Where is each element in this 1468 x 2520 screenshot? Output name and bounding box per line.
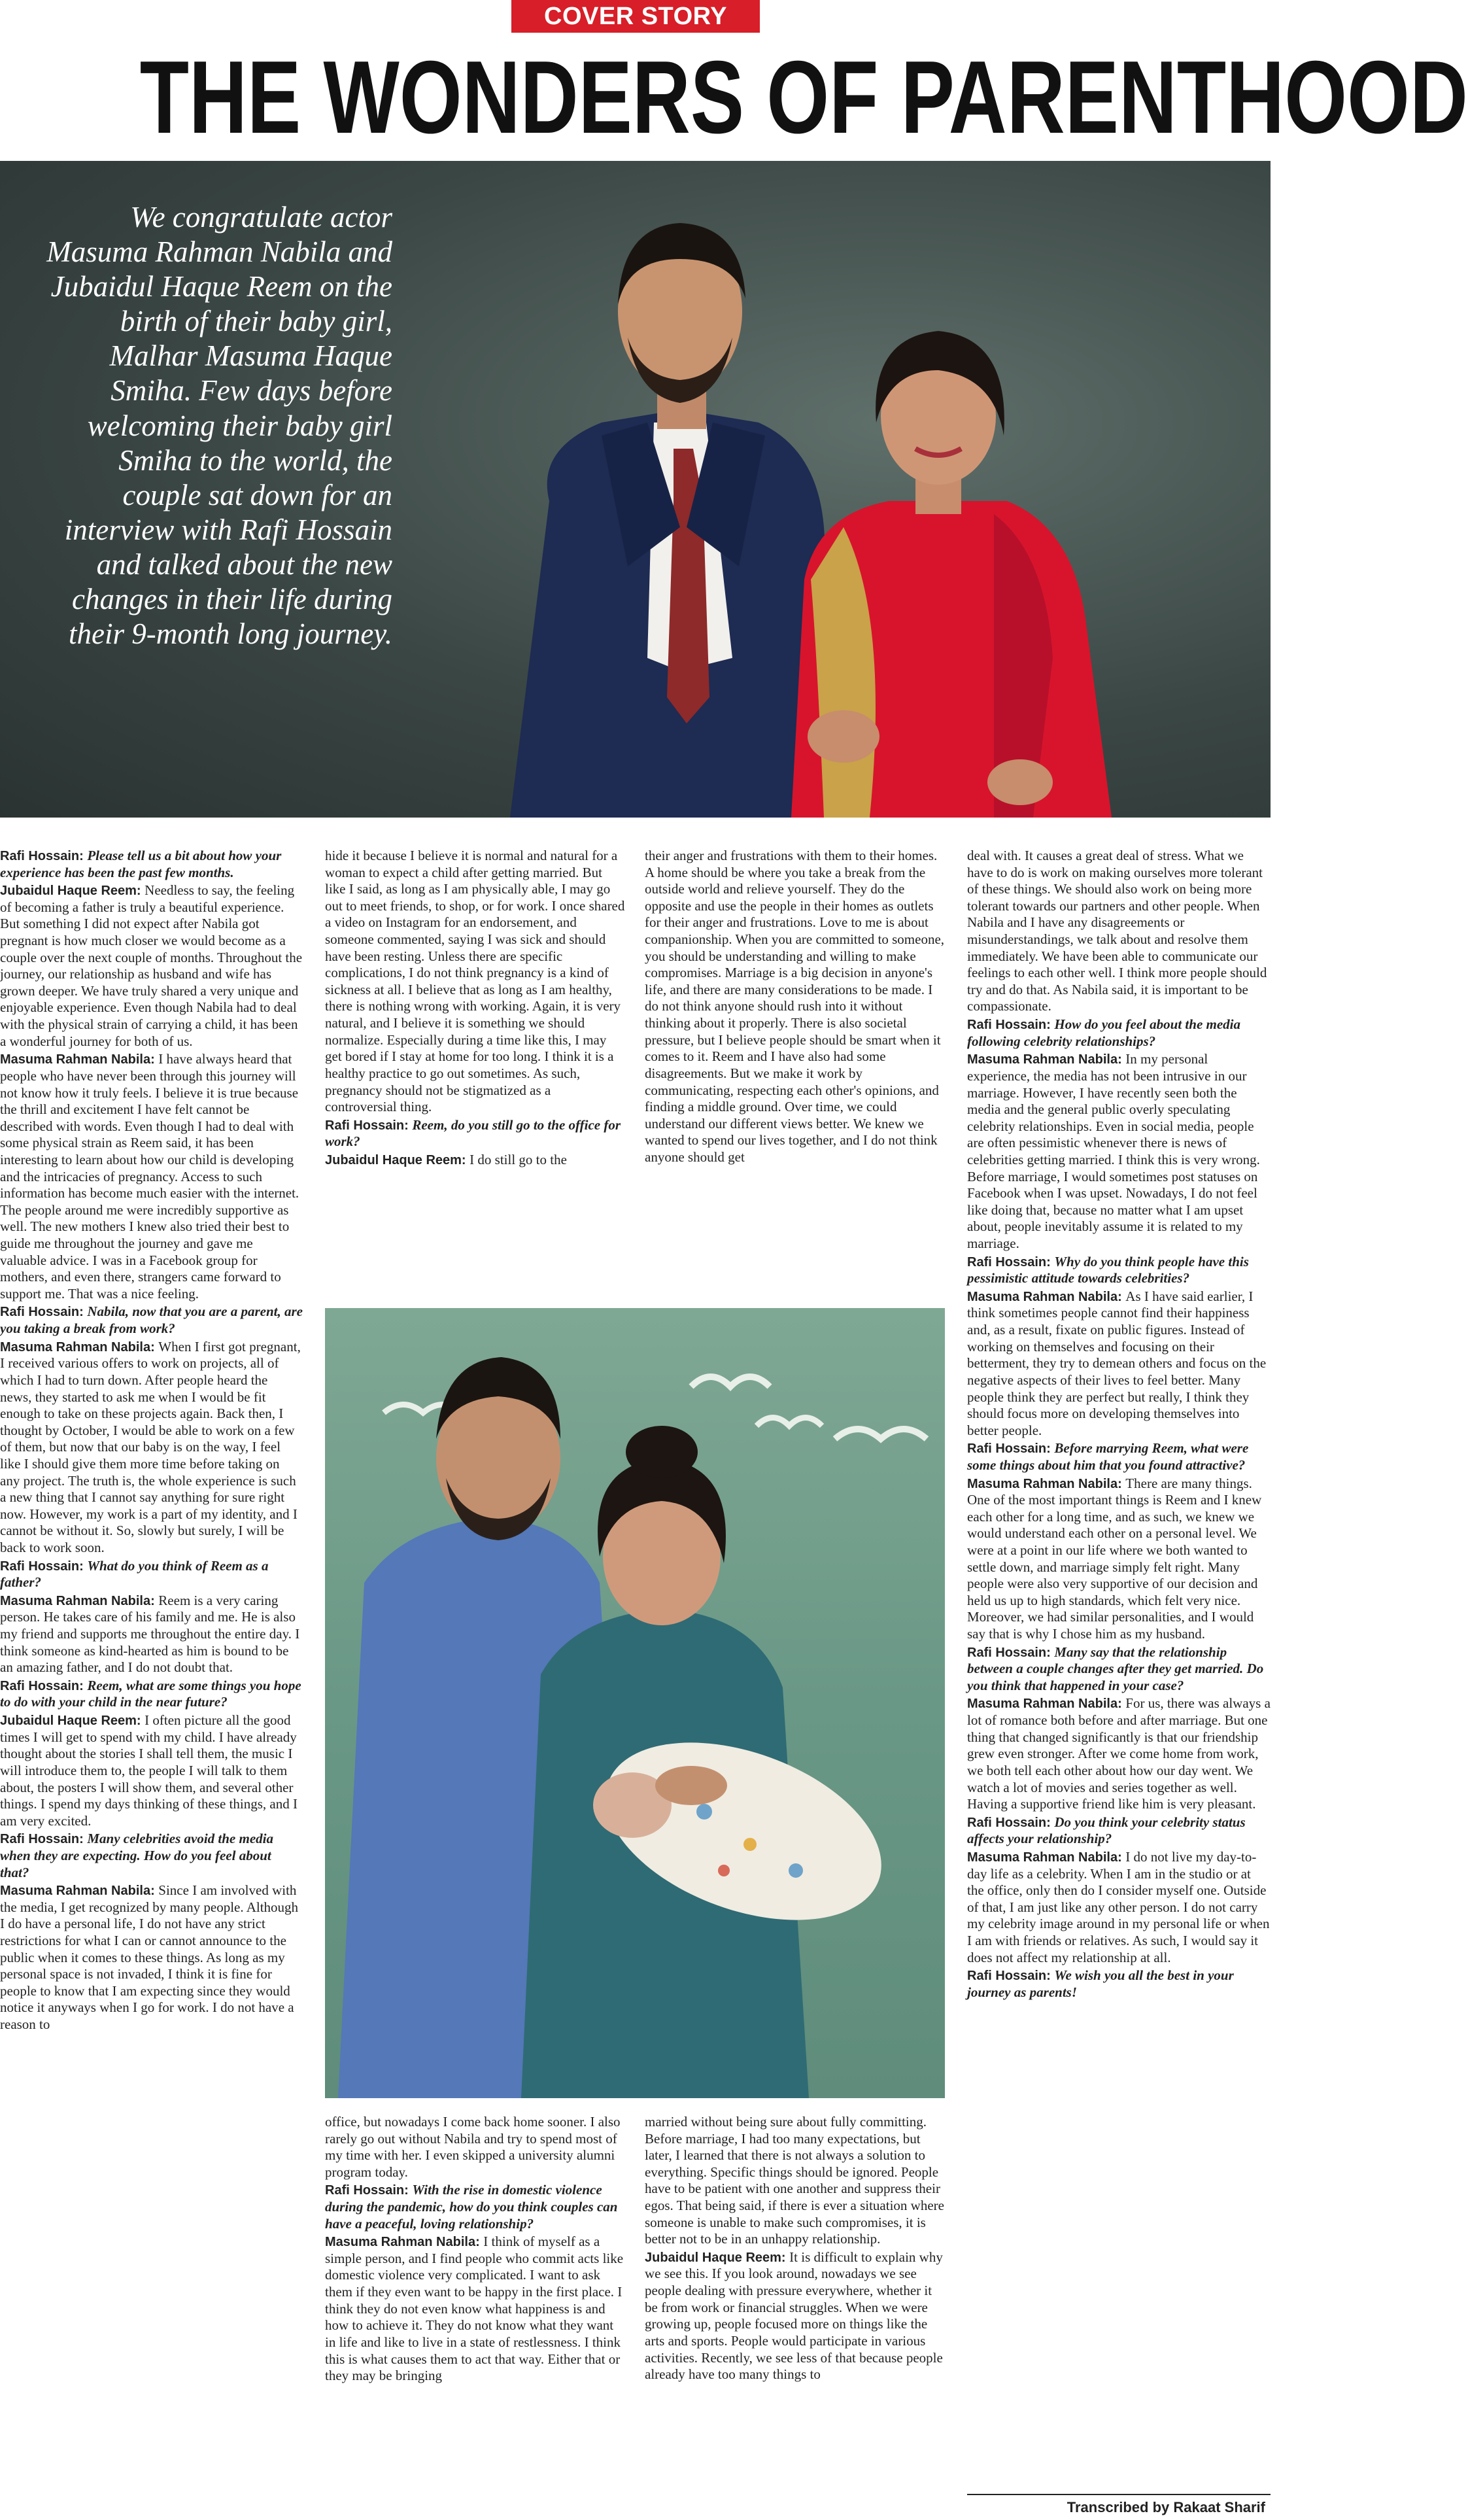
speaker-name: Rafi Hossain: xyxy=(967,1254,1055,1269)
hero-photo xyxy=(0,161,1271,818)
question-text: How do you feel about the media following celebrity relationships? xyxy=(967,1016,1241,1049)
article-paragraph xyxy=(0,848,303,881)
speaker-name: Masuma Rahman Nabila: xyxy=(967,1289,1126,1304)
speaker-name: Jubaidul Haque Reem: xyxy=(645,2250,790,2265)
headline: THE WONDERS OF PARENTHOOD xyxy=(139,40,1468,155)
article-paragraph xyxy=(0,1712,303,1829)
article-column-1 xyxy=(0,848,303,2035)
speaker-name: Masuma Rahman Nabila: xyxy=(325,2235,484,2250)
article-column-3 xyxy=(645,848,946,1167)
article-column-2-continued xyxy=(325,2114,626,2386)
answer-text: As I have said earlier, I think sometimes people cannot find their happiness and, as a result, fixate on public figures. Instead of working on themselves and focusing on their betterment, they try to demean others and focus on the negative aspects of their lives to feel better. Many people think they are perfect but really, I think they should focus more on developing themselves into better people. xyxy=(967,1288,1267,1438)
article-paragraph xyxy=(967,1814,1271,1848)
speaker-name: Jubaidul Haque Reem: xyxy=(325,1152,470,1167)
article-paragraph xyxy=(967,1051,1271,1252)
article-paragraph xyxy=(0,1831,303,1881)
family-photo xyxy=(325,1308,945,2098)
article-paragraph xyxy=(0,1678,303,1711)
article-paragraph xyxy=(325,2182,626,2232)
answer-text: I do not live my day-to-day life as a celebrity. When I am in the studio or at the office, only then do I consider myself one. Outside of that, I am just like any other person. I do not carry my celebrity image around in my personal life or when I am with friends or relatives. As such, I would say it does not affect my relationship at all. xyxy=(967,1848,1270,1965)
question-text: Do you think your celebrity status affects your relationship? xyxy=(967,1814,1246,1847)
article-paragraph xyxy=(967,1695,1271,1812)
article-paragraph xyxy=(645,2114,946,2248)
article-paragraph xyxy=(0,1593,303,1676)
question-text: Reem, what are some things you hope to do with your child in the near future? xyxy=(0,1677,301,1710)
answer-text: I do still go to the xyxy=(469,1151,567,1167)
question-text: Nabila, now that you are a parent, are you taking a break from work? xyxy=(0,1303,303,1337)
article-paragraph xyxy=(967,1967,1271,2001)
speaker-name: Rafi Hossain: xyxy=(325,1118,413,1133)
speaker-name: Rafi Hossain: xyxy=(0,849,88,863)
answer-text: In my personal experience, the media has not been intrusive in our marriage. However, I have recently seen both the media and the general public overly speculating celebrity relationships. Even in social media, people are often pessimistic whenever there is news of celebrities getting married. I think this is very wrong. Before marriage, I would sometimes post statuses on Facebook when I was upset. Nowadays, I do not feel like doing that, because no matter what I am upset about, people inevitably assume it is related to my marriage. xyxy=(967,1051,1260,1252)
answer-text: their anger and frustrations with them to their homes. A home should be where you take a break from the outside world and relieve yourself. They do the opposite and use the people in their homes as outlets for their anger and frustrations. Love to me is about companionship. When you are committed to someone, you should be understanding and willing to make compromises. Marriage is a big decision in anyone's life, and there are many considerations to be made. I do not think anyone should rush into it without thinking about it properly. There is also societal pressure, but I believe people should be smart when it comes to it. Reem and I have also had some disagreements. But we make it work by communicating, respecting each other's opinions, and finding a middle ground. Over time, we could understand our different views better. We knew we wanted to spend our lives together, and I do not think anyone should get xyxy=(645,848,945,1165)
speaker-name: Masuma Rahman Nabila: xyxy=(0,1884,159,1899)
article-paragraph xyxy=(967,1254,1271,1287)
speaker-name: Masuma Rahman Nabila: xyxy=(0,1052,159,1067)
speaker-name: Rafi Hossain: xyxy=(967,1815,1055,1830)
speaker-name: Jubaidul Haque Reem: xyxy=(0,884,145,899)
speaker-name: Masuma Rahman Nabila: xyxy=(967,1697,1126,1712)
question-text: Please tell us a bit about how your experience has been the past few months. xyxy=(0,848,282,880)
question-text: Many celebrities avoid the media when they are expecting. How do you feel about that? xyxy=(0,1831,273,1880)
article-column-4 xyxy=(967,848,1271,2002)
answer-text: married without being sure about fully committing. Before marriage, I had too many expectations, but later, I learned that there is not always a solution to everything. Specific things should be ignored. People have to be patient with one another and suppress their egos. That being said, if there is ever a situation where someone is unable to make such compromises, it is better not to be in an unhappy relationship. xyxy=(645,2114,944,2247)
article-paragraph xyxy=(0,882,303,1050)
answer-text: office, but nowadays I come back home sooner. I also rarely go out without Nabila and try to spend most of my time with her. I even skipped a university alumni program today. xyxy=(325,2114,621,2180)
article-paragraph xyxy=(0,1339,303,1557)
speaker-name: Rafi Hossain: xyxy=(325,2183,413,2198)
question-text: Why do you think people have this pessimistic attitude towards celebrities? xyxy=(967,1253,1249,1286)
speaker-name: Masuma Rahman Nabila: xyxy=(967,1850,1126,1865)
article-paragraph xyxy=(967,848,1271,1015)
article-paragraph xyxy=(967,1288,1271,1439)
question-text: What do you think of Reem as a father? xyxy=(0,1557,269,1591)
speaker-name: Masuma Rahman Nabila: xyxy=(0,1339,159,1355)
article-paragraph xyxy=(967,1476,1271,1643)
speaker-name: Masuma Rahman Nabila: xyxy=(967,1052,1126,1067)
answer-text: When I first got pregnant, I received various offers to work on projects, all of which I had to turn down. After people heard the news, they started to ask me when I would be fit enough to take on these projects again. Back then, I thought by October, I would be able to work on a few of them, but now that our baby is on the way, I feel like I should give them more time before taking on any project. The truth is, the whole experience is such a new thing that I cannot say anything for sure right now. However, my work is a part of my identity, and I cannot be without it. So, slowly but surely, I will be back to work soon. xyxy=(0,1338,301,1555)
article-paragraph xyxy=(967,1849,1271,1966)
transcription-credit: Transcribed by Rakaat Sharif xyxy=(1067,2499,1265,2515)
article-paragraph xyxy=(0,1558,303,1591)
section-badge: COVER STORY xyxy=(511,0,760,33)
article-paragraph xyxy=(645,2249,946,2383)
article-paragraph xyxy=(967,1440,1271,1474)
answer-text: There are many things. One of the most important things is Reem and I knew each other for a long time, and as such, we knew we would understand each other on a personal level. We were at a point in our life where we both wanted to settle down, and marriage simply felt right. Many people were also very supportive of our decision and held us up to high standards, which felt very nice. Moreover, we had similar personalities, and I would say that is why I chose him as my husband. xyxy=(967,1475,1262,1642)
article-column-2 xyxy=(325,848,626,1170)
speaker-name: Rafi Hossain: xyxy=(0,1678,88,1693)
article-paragraph xyxy=(967,1016,1271,1050)
article-paragraph xyxy=(325,1117,626,1150)
speaker-name: Rafi Hossain: xyxy=(967,1969,1055,1984)
answer-text: deal with. It causes a great deal of stress. What we have to do is work on making ourselves more tolerant of these things. We should also work on being more tolerant towards our partners and other people. When Nabila and I have any disagreements or misunderstandings, we talk about and resolve them immediately. We have been able to communicate our feelings to each other well. I think more people should try and do that. As Nabila said, it is important to be compassionate. xyxy=(967,848,1267,1014)
speaker-name: Masuma Rahman Nabila: xyxy=(967,1476,1126,1491)
speaker-name: Rafi Hossain: xyxy=(967,1441,1055,1457)
article-paragraph xyxy=(325,2114,626,2181)
question-text: With the rise in domestic violence during the pandemic, how do you think couples can have a peaceful, loving relationship? xyxy=(325,2182,618,2232)
answer-text: Since I am involved with the media, I get recognized by many people. Although I do have a personal life, I do not have any strict restrictions for what I can or cannot announce to the public when it comes to these things. As long as my personal space is not invaded, I think it is fine for people to know that I am expecting since they would notice it anyways when I go for work. I do not have a reason to xyxy=(0,1882,299,2033)
answer-text: hide it because I believe it is normal and natural for a woman to expect a child after getting married. But like I said, as long as I am physically able, I may go out to meet friends, to shop, or for work. I once shared a video on Instagram for an endorsement, and someone commented, saying I was sick and should have been resting. Unless there are specific complications, I do not think pregnancy is a kind of sickness at all. I believe that as long as I am healthy, there is nothing wrong with working. Again, it is very natural, and I believe it is something we should normalize. Especially during a time like this, I may get bored if I stay at home for too long. I think it is a healthy practice to go out sometimes. As such, pregnancy should not be stigmatized as a controversial thing. xyxy=(325,848,625,1115)
question-text: Many say that the relationship between a couple changes after they get married. Do you think that happened in your case? xyxy=(967,1644,1264,1693)
speaker-name: Rafi Hossain: xyxy=(967,1645,1055,1660)
question-text: Reem, do you still go to the office for work? xyxy=(325,1116,621,1150)
answer-text: It is difficult to explain why we see this. If you look around, nowadays we see people dealing with pressure everywhere, whether it be from work or financial struggles. When we were growing up, people focused more on things like the arts and sports. People would participate in various activities. Recently, we see less of that because people already have too many things to xyxy=(645,2249,943,2383)
answer-text: I have always heard that people who have never been through this journey will not know how it truly feels. I believe it is true because the thrill and excitement I have felt cannot be described with words. Even though I had to deal with some physical strain as Reem said, it has been interesting to learn about how our child is developing and the intricacies of pregnancy. Access to such information has become much easier with the internet. The people around me were incredibly supportive as well. The new mothers I knew also tried their best to guide me throughout the journey and gave me valuable advice. I was in a Facebook group for mothers, and even there, strangers came forward to support me. That was a nice feeling. xyxy=(0,1051,299,1302)
intro-text: We congratulate actor Masuma Rahman Nabila and Jubaidul Haque Reem on the birth of their baby girl, Malhar Masuma Haque Smiha. Few days before welcoming their baby girl Smiha to the world, the couple sat down for an interview with Rafi Hossain and talked about the new changes in their life during their 9-month long journey. xyxy=(46,201,392,651)
article-paragraph xyxy=(645,848,946,1166)
answer-text: I think of myself as a simple person, and I find people who commit acts like domestic violence very complicated. I want to ask them if they even want to be happy in the first place. I think they do not even know what happiness is and how to achieve it. They do not know what they want in life and like to live in a state of restlessness. I think this is what causes them to act that way. Either that or they may be bringing xyxy=(325,2234,624,2384)
question-text: Before marrying Reem, what were some things about him that you found attractive? xyxy=(967,1440,1249,1473)
answer-text: Reem is a very caring person. He takes care of his family and me. He is also my friend and supports me throughout the entire day. I think someone as kind-hearted as him is bound to be an amazing father, and I do not doubt that. xyxy=(0,1592,300,1676)
article-column-3-continued xyxy=(645,2114,946,2385)
speaker-name: Masuma Rahman Nabila: xyxy=(0,1593,159,1608)
credit-rule xyxy=(967,2494,1271,2495)
article-paragraph xyxy=(325,2234,626,2384)
article-paragraph xyxy=(967,1644,1271,1695)
answer-text: For us, there was always a lot of romance both before and after marriage. But one thing that changed significantly is that our friendship grew even stronger. After we come home from work, we both tell each other about how our day went. We watch a lot of movies and series together as well. Having a supportive friend like him is very pleasant. xyxy=(967,1695,1271,1812)
speaker-name: Rafi Hossain: xyxy=(0,1559,88,1574)
speaker-name: Jubaidul Haque Reem: xyxy=(0,1714,145,1729)
question-text: We wish you all the best in your journey as parents! xyxy=(967,1967,1234,2000)
article-paragraph xyxy=(0,1882,303,2033)
family-illustration xyxy=(325,1308,945,2098)
article-paragraph xyxy=(0,1051,303,1302)
article-paragraph xyxy=(325,1152,626,1169)
article-paragraph xyxy=(0,1303,303,1337)
article-paragraph xyxy=(325,848,626,1116)
speaker-name: Rafi Hossain: xyxy=(967,1018,1055,1033)
speaker-name: Rafi Hossain: xyxy=(0,1305,88,1320)
speaker-name: Rafi Hossain: xyxy=(0,1832,88,1847)
answer-text: Needless to say, the feeling of becoming a father is truly a beautiful experience. But something I did not expect after Nabila got pregnant is how much closer we would become as a couple over the next couple of months. Throughout the journey, our relationship as husband and wife has grown deeper. We have truly shared a very unique and enjoyable experience. Even though Nabila had to deal with the physical strain of carrying a child, it has been a wonderful journey for both of us. xyxy=(0,882,303,1049)
answer-text: I often picture all the good times I will get to spend with my child. I have already thought about the stories I shall tell them, the music I will introduce them to, the people I will talk to them about, the posters I will show them, and several other things. I spend my days thinking of these things, and I am very excited. xyxy=(0,1712,298,1829)
